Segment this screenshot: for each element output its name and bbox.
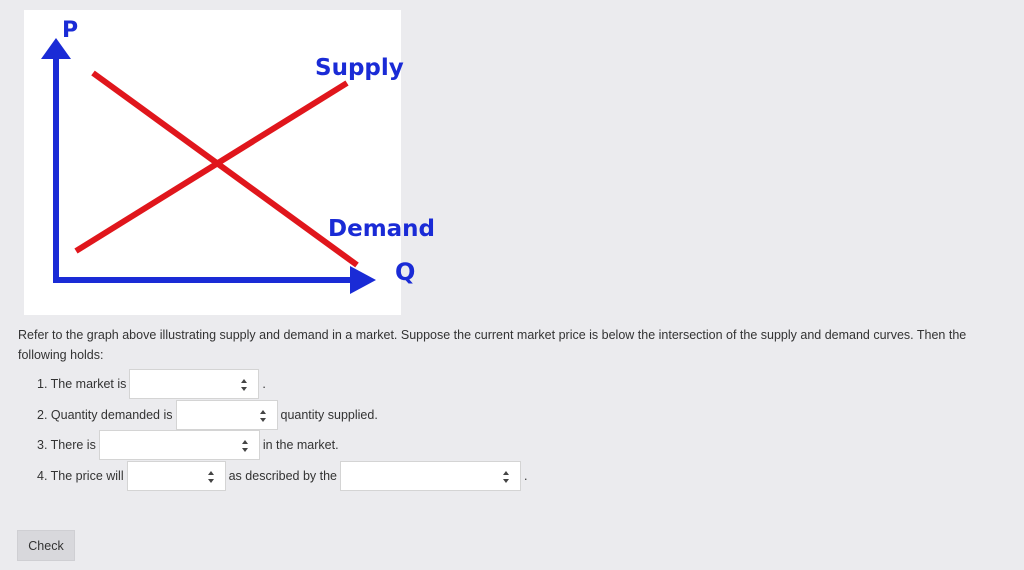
- select-arrows-icon: [260, 410, 267, 422]
- select-arrows-icon: [242, 440, 249, 452]
- question-3: [37, 430, 339, 460]
- question-1: [37, 369, 266, 399]
- question-2-select[interactable]: [176, 400, 278, 430]
- demand-label: Demand: [328, 216, 436, 242]
- supply-label: Supply: [315, 55, 404, 81]
- question-4: [37, 461, 528, 491]
- question-2: [37, 400, 378, 430]
- question-4-select-mechanism[interactable]: [340, 461, 521, 491]
- question-1-label: 1. The market is: [37, 377, 127, 391]
- question-2-suffix: quantity supplied.: [280, 408, 378, 422]
- check-button[interactable]: Check: [17, 530, 75, 561]
- question-4-select-direction[interactable]: [127, 461, 226, 491]
- question-3-select[interactable]: [99, 430, 260, 460]
- select-arrows-icon: [241, 379, 248, 391]
- quantity-axis-label: Q: [395, 258, 416, 286]
- question-3-label: 3. There is: [37, 438, 96, 452]
- select-arrows-icon: [503, 471, 510, 483]
- price-axis-label: P: [62, 18, 79, 43]
- supply-demand-graph: [24, 10, 436, 315]
- question-2-label: 2. Quantity demanded is: [37, 408, 173, 422]
- question-1-select[interactable]: [129, 369, 259, 399]
- question-4-middle-text: as described by the: [228, 469, 338, 483]
- question-4-label: 4. The price will: [37, 469, 124, 483]
- question-prompt: Refer to the graph above illustrating supply and demand in a market. Suppose the current market price is below the intersection of the supply and demand curves. Then the following holds:: [18, 328, 967, 362]
- quantity-axis-arrow-icon: [350, 266, 376, 294]
- select-arrows-icon: [208, 471, 215, 483]
- question-3-suffix: in the market.: [262, 438, 339, 452]
- question-4-suffix: .: [524, 469, 528, 483]
- question-1-suffix: .: [262, 377, 266, 391]
